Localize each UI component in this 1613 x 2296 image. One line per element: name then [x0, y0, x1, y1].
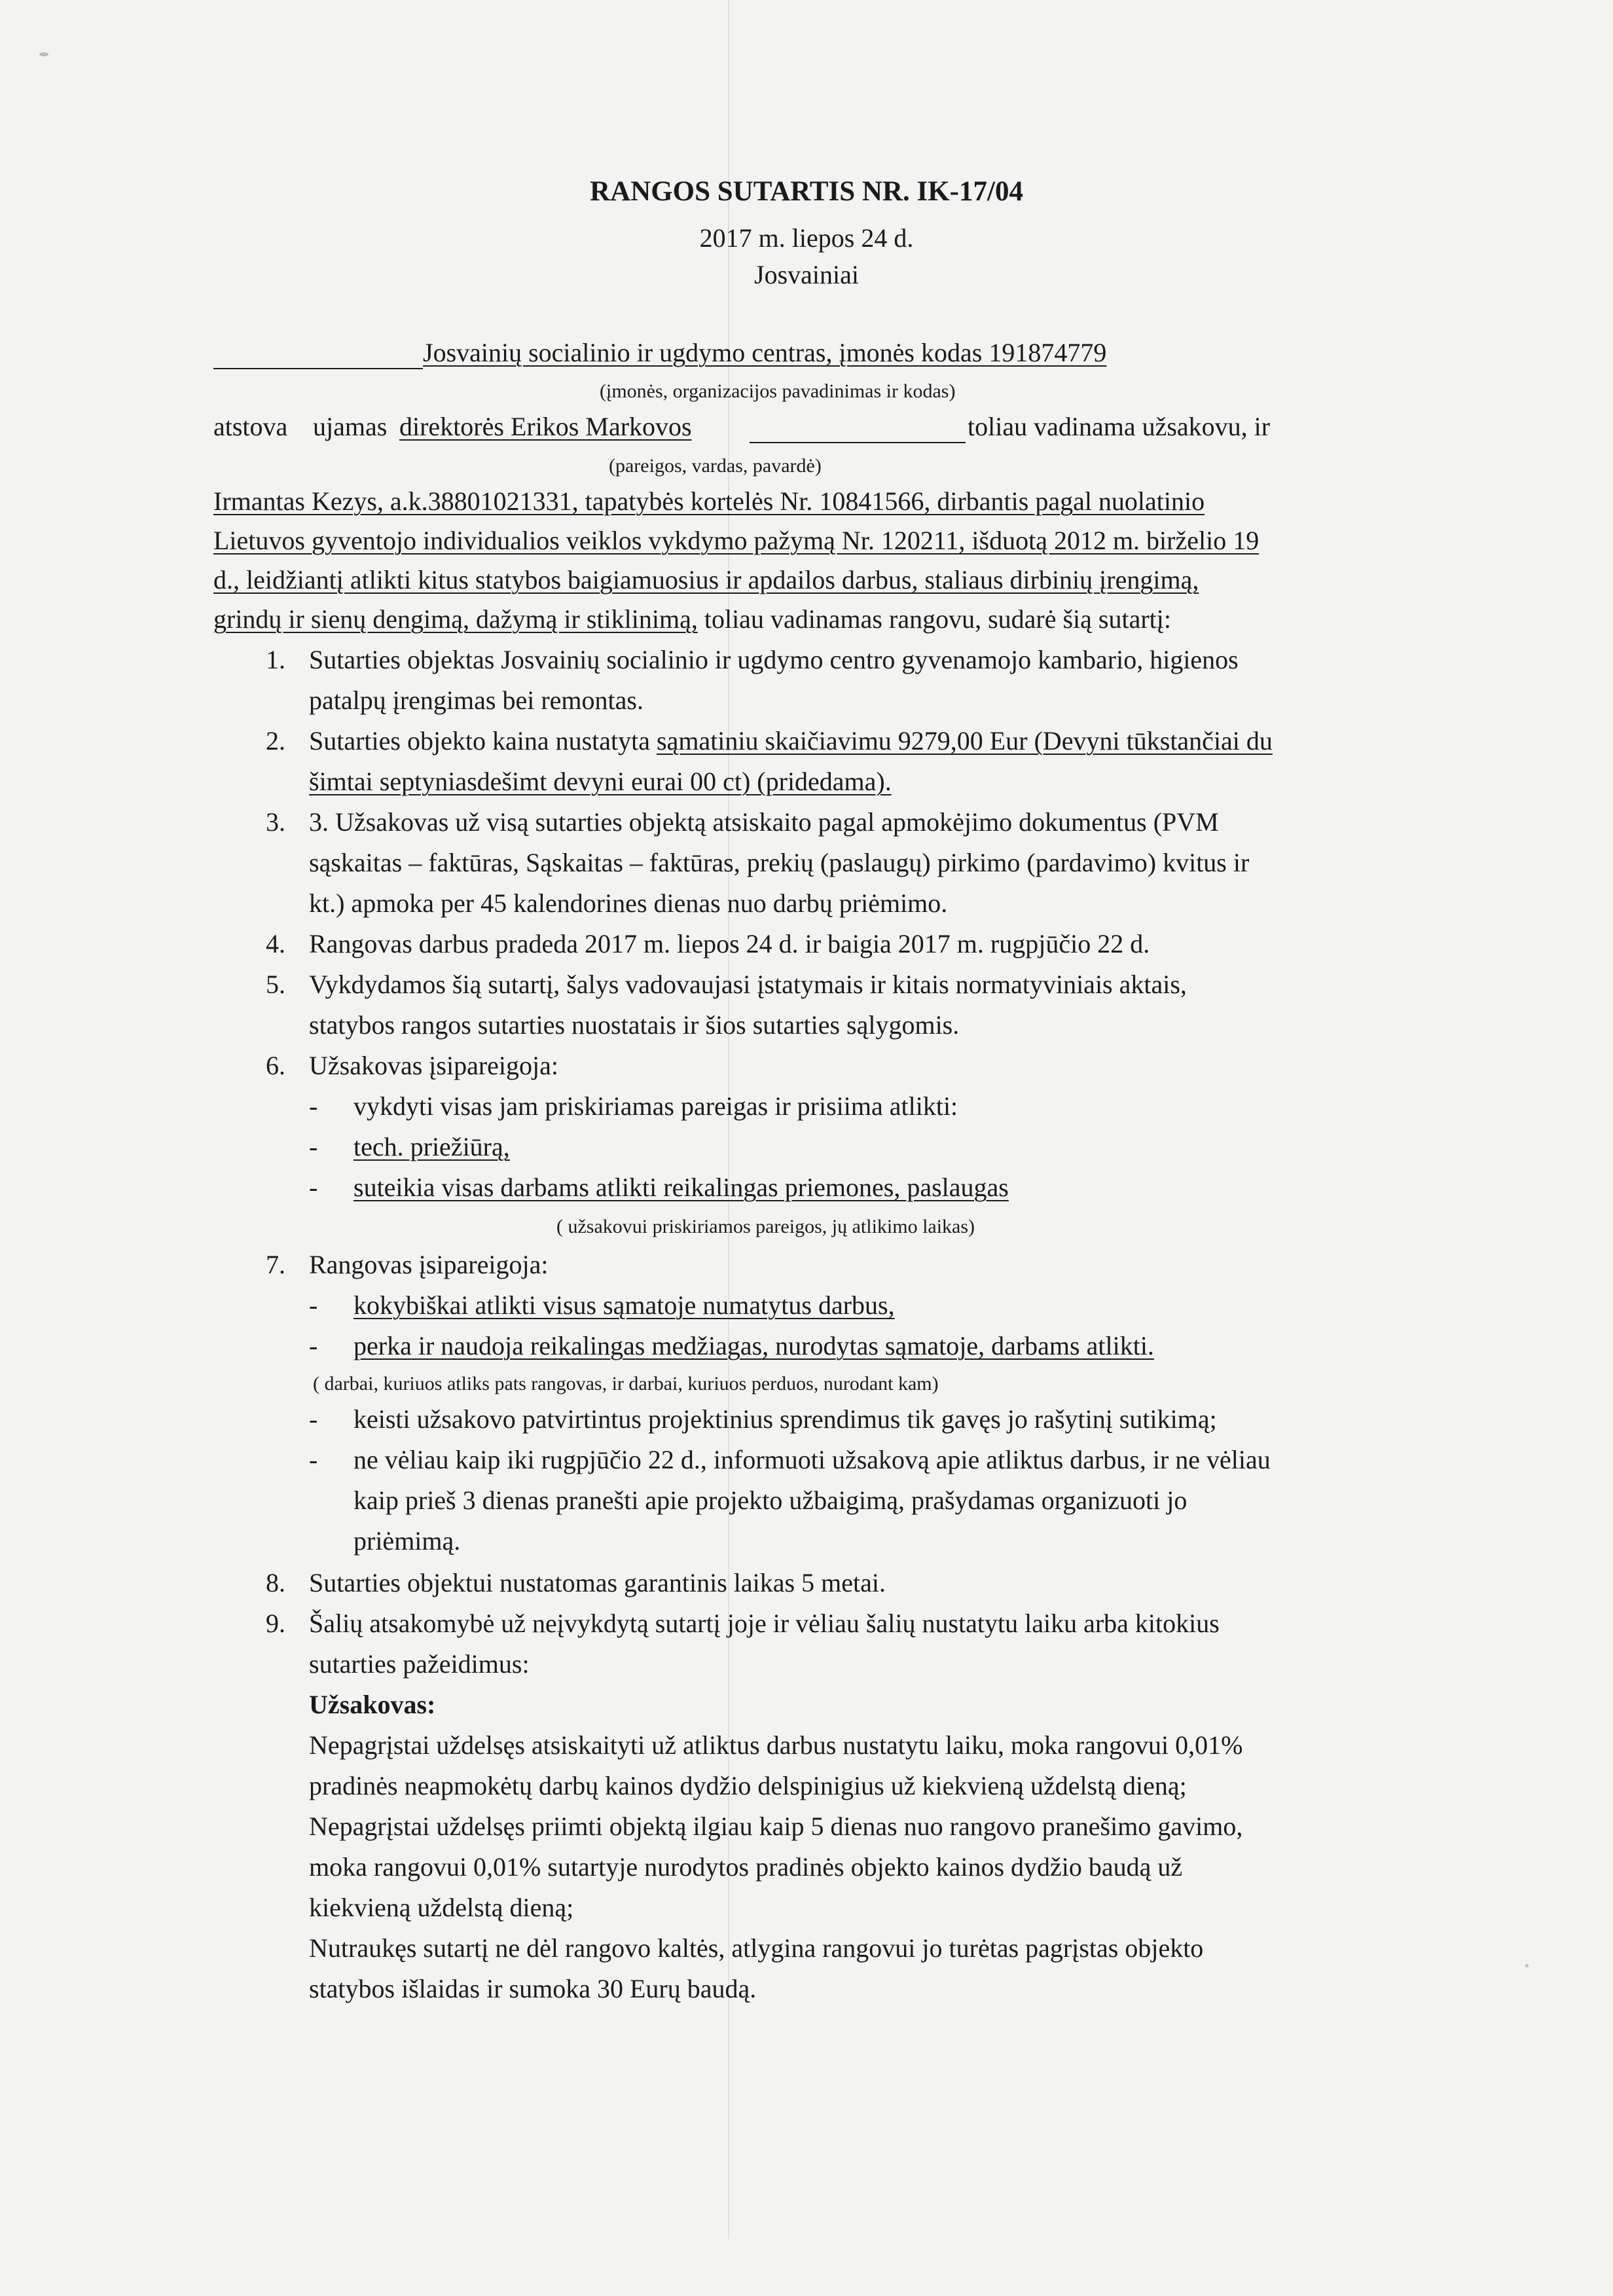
item-9-paragraph: Nepagrįstai uždelsęs priimti objektą ilgiau kaip 5 dienas nuo rangovo pranešimo gavimo, — [309, 1812, 1243, 1841]
dash: - — [309, 1290, 318, 1320]
item-9-paragraph: Nepagrįstai uždelsęs atsiskaityti už atliktus darbus nustatytu laiku, moka rangovui 0,01% — [309, 1730, 1243, 1760]
item-2-line-1 — [309, 725, 1273, 757]
contract-title: RANGOS SUTARTIS NR. IK-17/04 — [590, 176, 1023, 207]
item-3-line-1: 3. Užsakovas už visą sutarties objektą atsiskaito pagal apmokėjimo dokumentus (PVM — [309, 807, 1219, 837]
item-7-duty-3: keisti užsakovo patvirtintus projektinius sprendimus tik gavęs jo rašytinį sutikimą; — [353, 1404, 1217, 1434]
item-7-duty-1: kokybiškai atlikti visus sąmatoje numatytus darbus, — [353, 1290, 895, 1320]
item-5-line-2: statybos rangos sutarties nuostatais ir šios sutarties sąlygomis. — [309, 1010, 960, 1040]
item-number: 6. — [266, 1051, 285, 1080]
representative-caption: (pareigos, vardas, pavardė) — [609, 455, 822, 477]
contractor-line-3: d., leidžiantį atlikti kitus statybos baigiamuosius ir apdailos darbus, staliaus dirbinių įrengimą, — [213, 565, 1199, 594]
item-6-duty-1: vykdyti visas jam priskiriamas pareigas ir prisiima atlikti: — [353, 1091, 958, 1121]
item-number: 3. — [266, 807, 285, 837]
contract-place: Josvainiai — [754, 260, 859, 289]
contractor-line-2: Lietuvos gyventojo individualios veiklos vykdymo pažymą Nr. 120211, išduotą 2012 m. birželio 19 — [213, 526, 1260, 555]
item-number: 2. — [266, 726, 285, 756]
contract-date: 2017 m. liepos 24 d. — [699, 223, 914, 253]
item-2-pre: Sutarties objekto kaina nustatyta — [309, 726, 657, 756]
item-9-paragraph: Nutraukęs sutartį ne dėl rangovo kaltės, atlygina rangovui jo turėtas pagrįstas objekto — [309, 1933, 1204, 1963]
contractor-line-1: Irmantas Kezys, a.k.38801021331, tapatybės kortelės Nr. 10841566, dirbantis pagal nuolatinio — [213, 486, 1205, 516]
item-1-line-2: patalpų įrengimas bei remontas. — [309, 685, 643, 715]
item-number: 1. — [266, 645, 285, 674]
item-2-price: sąmatiniu skaičiavimu 9279,00 Eur (Devyni tūkstančiai du — [657, 726, 1273, 756]
item-9-heading: Užsakovas: — [309, 1690, 436, 1719]
represented-suffix: toliau vadinama užsakovu, ir — [968, 412, 1271, 441]
contractor-line-4-rest: toliau vadinamas rangovu, sudarė šią sutartį: — [697, 604, 1171, 634]
item-6-duty-2: tech. priežiūrą, — [353, 1132, 510, 1161]
item-9-paragraph: statybos išlaidas ir sumoka 30 Eurų baudą. — [309, 1974, 757, 2003]
item-8-line-1: Sutarties objektui nustatomas garantinis laikas 5 metai. — [309, 1568, 886, 1597]
item-2-line-2: šimtai septyniasdešimt devyni eurai 00 ct) (pridedama). — [309, 767, 892, 796]
fill-line — [213, 368, 423, 369]
item-9-paragraph: pradinės neapmokėtų darbų kainos dydžio delspinigius už kiekvieną uždelstą dieną; — [309, 1771, 1187, 1800]
representative-name: direktorės Erikos Markovos — [399, 412, 692, 441]
item-7-duty-2: perka ir naudoja reikalingas medžiagas, nurodytas sąmatoje, darbams atlikti. — [353, 1331, 1154, 1360]
item-number: 9. — [266, 1609, 285, 1638]
item-number: 4. — [266, 929, 285, 958]
item-4-line-1: Rangovas darbus pradeda 2017 m. liepos 24 d. ir baigia 2017 m. rugpjūčio 22 d. — [309, 929, 1150, 958]
item-9-paragraph: kiekvieną uždelstą dieną; — [309, 1893, 574, 1922]
item-number: 8. — [266, 1568, 285, 1597]
contractor-line-4 — [213, 604, 1171, 635]
item-7-caption: ( darbai, kuriuos atliks pats rangovas, ir darbai, kuriuos perduos, nurodant kam) — [313, 1373, 939, 1394]
customer-org: Josvainių socialinio ir ugdymo centras, įmonės kodas 191874779 — [423, 338, 1107, 367]
item-9-line-2: sutarties pažeidimus: — [309, 1649, 530, 1679]
item-number: 5. — [266, 970, 285, 999]
item-7-duty-4-line-2: kaip prieš 3 dienas pranešti apie projekto užbaigimą, prašydamas organizuoti jo — [353, 1485, 1187, 1515]
item-9-paragraph: moka rangovui 0,01% sutartyje nurodytos pradinės objekto kainos dydžio baudą už — [309, 1852, 1183, 1882]
dash: - — [309, 1173, 318, 1202]
item-6-line-1: Užsakovas įsipareigoja: — [309, 1051, 558, 1080]
dash: - — [309, 1445, 318, 1474]
represented-prefix: atstova — [213, 412, 288, 441]
fill-line — [750, 442, 966, 443]
scan-speck — [39, 52, 48, 56]
item-6-caption: ( užsakovui priskiriamos pareigos, jų atlikimo laikas) — [556, 1216, 975, 1237]
dash: - — [309, 1404, 318, 1434]
item-1-line-1: Sutarties objektas Josvainių socialinio ir ugdymo centro gyvenamojo kambario, higienos — [309, 645, 1239, 674]
org-caption: (įmonės, organizacijos pavadinimas ir kodas) — [600, 380, 956, 402]
scan-speck — [1525, 1964, 1529, 1967]
represented-mid: ujamas — [313, 412, 388, 441]
item-5-line-1: Vykdydamos šią sutartį, šalys vadovaujasi įstatymais ir kitais normatyviniais aktais, — [309, 970, 1187, 999]
item-6-duty-3: suteikia visas darbams atlikti reikalingas priemones, paslaugas — [353, 1173, 1009, 1202]
contractor-line-4-underlined: grindų ir sienų dengimą, dažymą ir stiklinimą, — [213, 604, 698, 634]
item-3-line-2: sąskaitas – faktūras, Sąskaitas – faktūras, prekių (paslaugų) pirkimo (pardavimo) kvitus ir — [309, 848, 1250, 877]
dash: - — [309, 1331, 318, 1360]
item-7-line-1: Rangovas įsipareigoja: — [309, 1250, 549, 1279]
item-number: 7. — [266, 1250, 285, 1279]
item-3-line-3: kt.) apmoka per 45 kalendorines dienas nuo darbų priėmimo. — [309, 888, 948, 918]
item-7-duty-4-line-1: ne vėliau kaip iki rugpjūčio 22 d., informuoti užsakovą apie atliktus darbus, ir ne vėliau — [353, 1445, 1271, 1474]
item-7-duty-4-line-3: priėmimą. — [353, 1526, 461, 1556]
item-9-line-1: Šalių atsakomybė už neįvykdytą sutartį joje ir vėliau šalių nustatytu laiku arba kitokius — [309, 1609, 1220, 1638]
dash: - — [309, 1091, 318, 1121]
dash: - — [309, 1132, 318, 1161]
